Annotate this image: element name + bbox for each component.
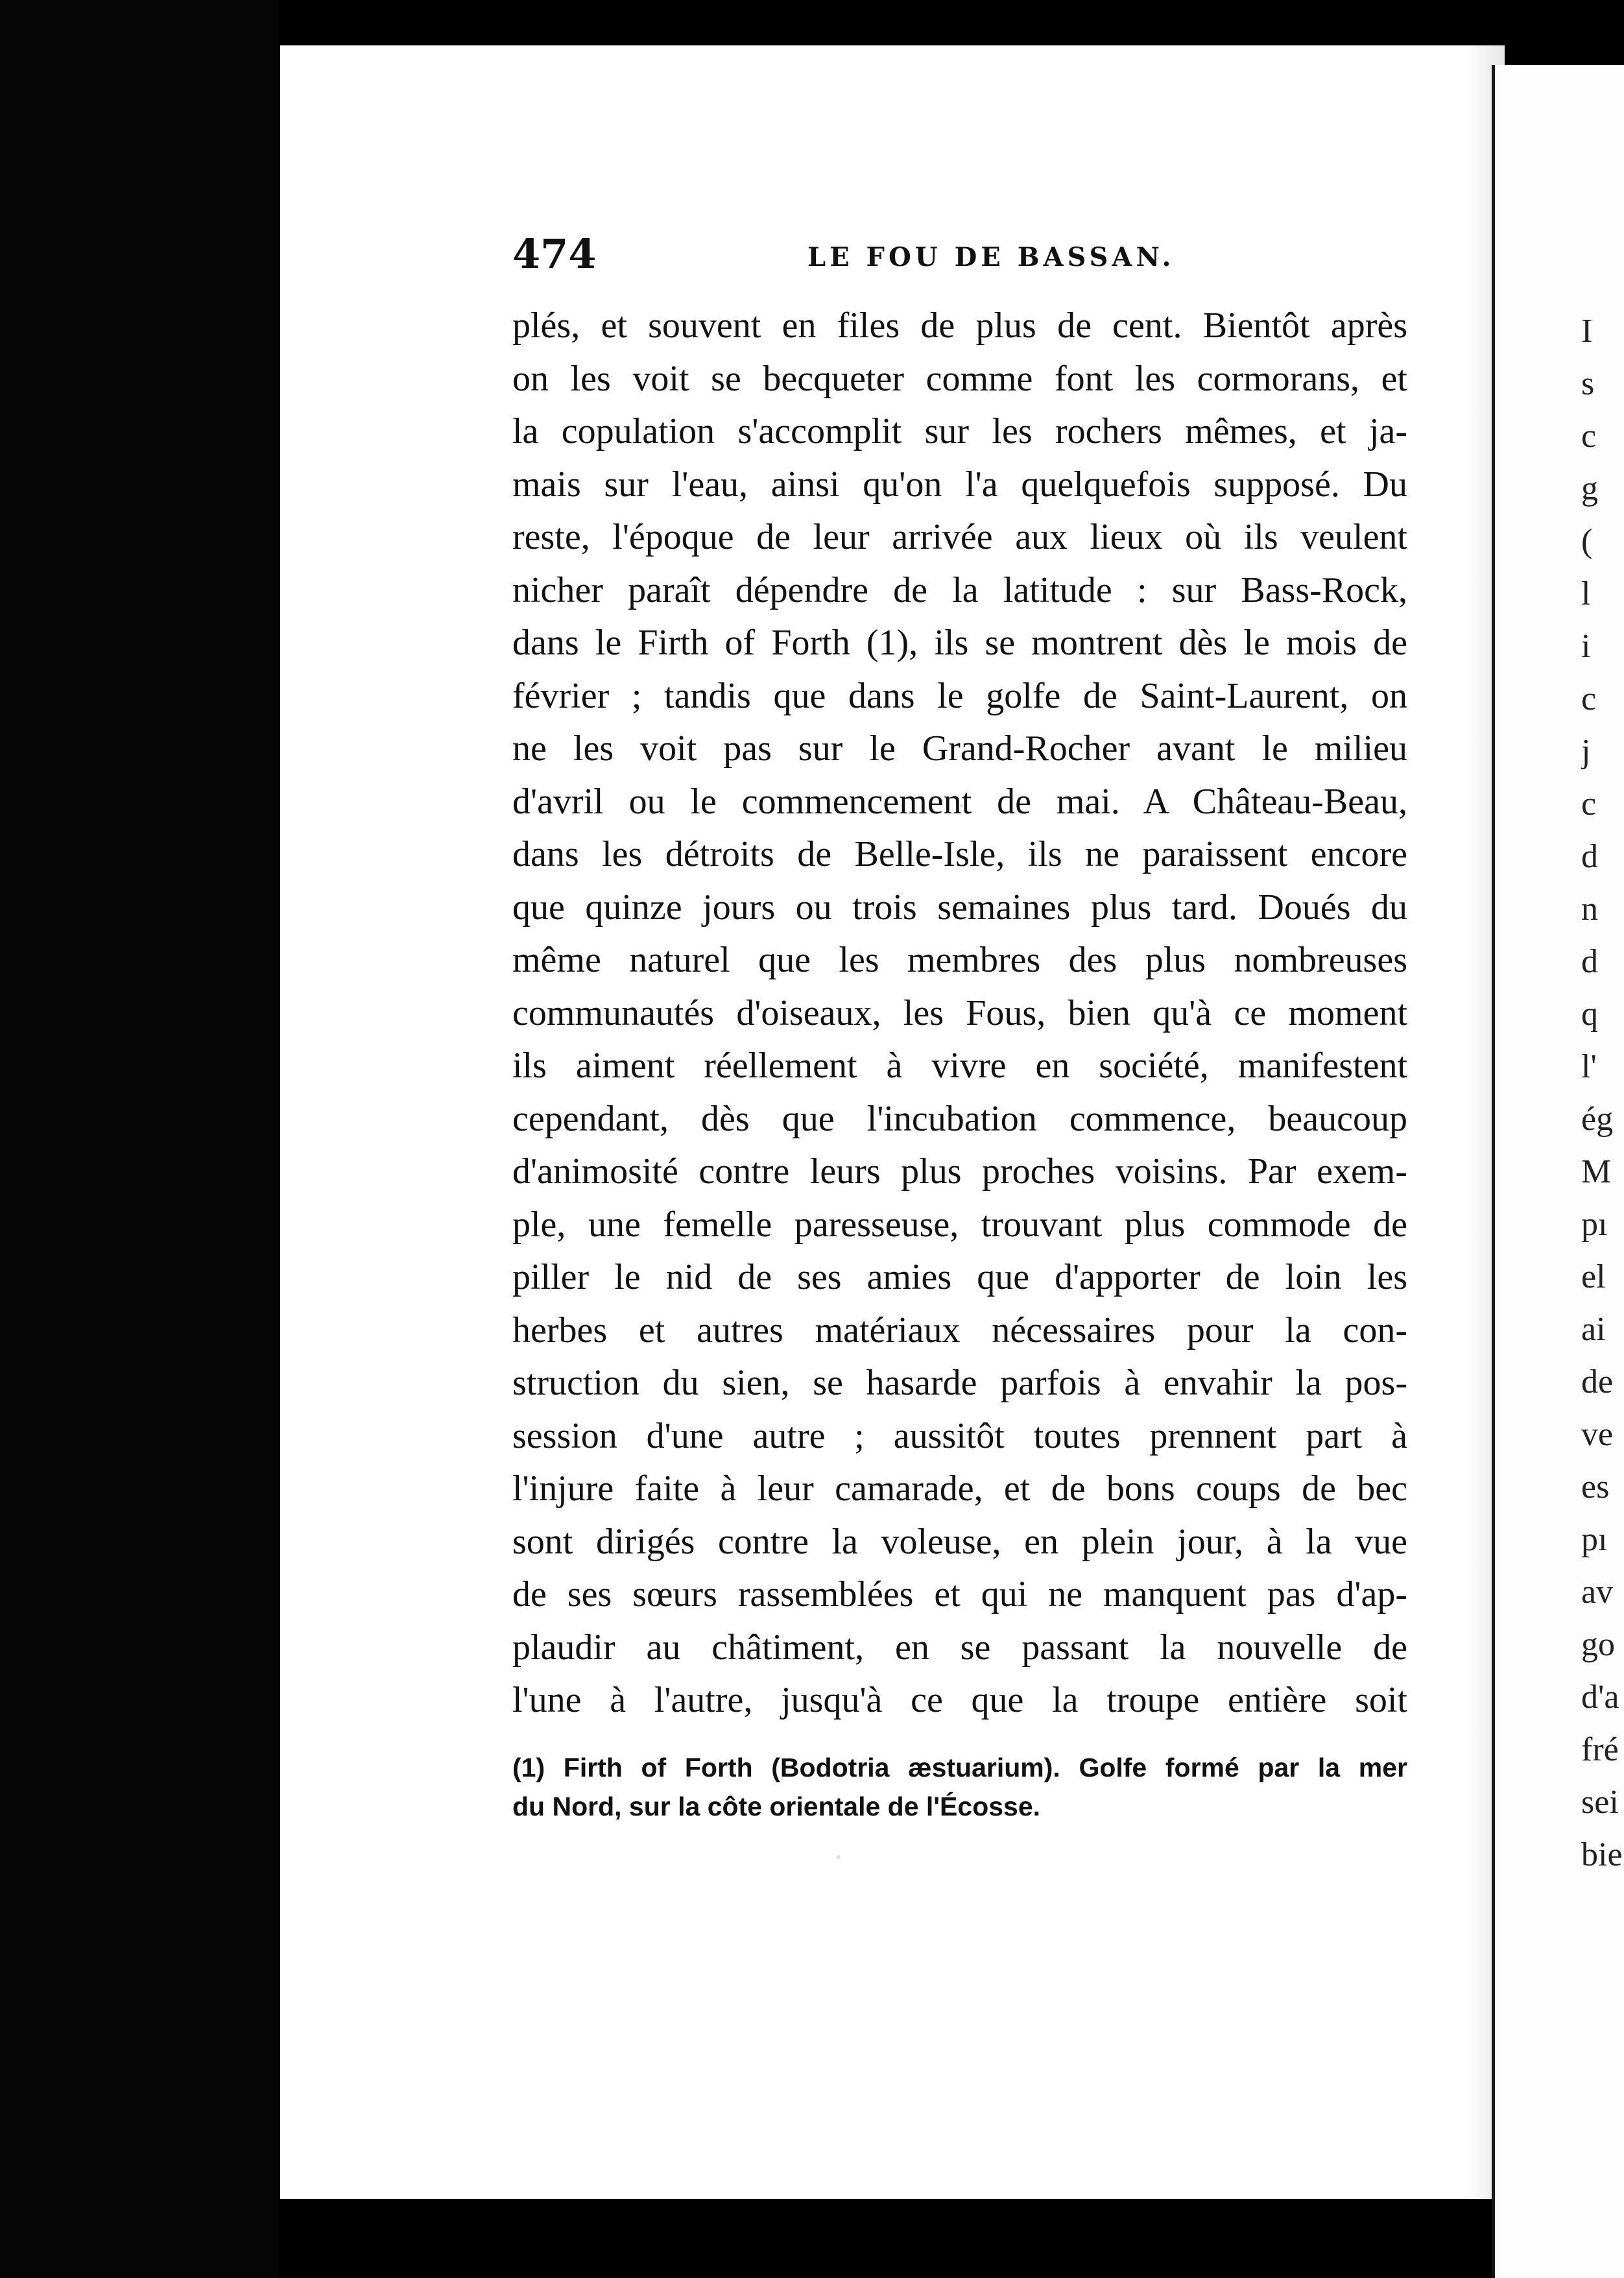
facing-text-fragment: s: [1581, 365, 1595, 402]
text-line: que quinze jours ou trois semaines plus tard. Doués du: [512, 887, 1407, 928]
facing-text-fragment: de: [1581, 1363, 1614, 1400]
text-line: d'animosité contre leurs plus proches voisins. Par exem-: [512, 1151, 1407, 1192]
facing-page-text: [1581, 305, 1624, 1881]
text-line: plés, et souvent en files de plus de cent. Bientôt après: [512, 306, 1407, 346]
text-line: même naturel que les membres des plus nombreuses: [512, 940, 1407, 980]
footnote-line: du Nord, sur la côte orientale de l'Écosse.: [512, 1792, 1041, 1821]
facing-text-fragment: d: [1581, 943, 1598, 980]
page-header: [512, 230, 1407, 282]
facing-text-fragment: sei: [1581, 1784, 1619, 1821]
text-line: on les voit se becqueter comme font les cormorans, et: [512, 358, 1407, 399]
facing-text-fragment: c: [1581, 785, 1597, 822]
footnote: [512, 1748, 1407, 1826]
facing-text-fragment: i: [1581, 628, 1591, 665]
text-line: la copulation s'accomplit sur les rochers mêmes, et ja-: [512, 411, 1407, 451]
facing-text-fragment: ve: [1581, 1416, 1614, 1453]
facing-text-fragment: av: [1581, 1574, 1614, 1611]
facing-text-fragment: M: [1581, 1153, 1612, 1190]
text-line: dans les détroits de Belle-Isle, ils ne paraissent encore: [512, 834, 1407, 874]
text-line: dans le Firth of Forth (1), ils se montrent dès le mois de: [512, 623, 1407, 663]
page-number: 474: [512, 230, 597, 278]
facing-text-fragment: ég: [1581, 1101, 1614, 1138]
facing-text-fragment: es: [1581, 1469, 1610, 1505]
text-line: février ; tandis que dans le golfe de Saint-Laurent, on: [512, 675, 1407, 716]
text-line: session d'une autre ; aussitôt toutes prennent part à: [512, 1415, 1407, 1456]
facing-text-fragment: l: [1581, 575, 1591, 612]
text-line: l'injure faite à leur camarade, et de bons coups de bec: [512, 1469, 1407, 1509]
facing-text-fragment: el: [1581, 1258, 1606, 1295]
facing-text-fragment: ai: [1581, 1311, 1606, 1348]
left-dark-margin: [0, 0, 279, 2278]
facing-text-fragment: c: [1581, 418, 1597, 455]
text-line: plaudir au châtiment, en se passant la nouvelle de: [512, 1627, 1407, 1668]
text-line: communautés d'oiseaux, les Fous, bien qu'à ce moment: [512, 992, 1407, 1033]
text-line: d'avril ou le commencement de mai. A Château-Beau,: [512, 781, 1407, 822]
text-line: ils aiment réellement à vivre en société, manifestent: [512, 1046, 1407, 1086]
text-line: mais sur l'eau, ainsi qu'on l'a quelquefois supposé. Du: [512, 464, 1407, 505]
facing-text-fragment: j: [1581, 733, 1591, 770]
facing-text-fragment: d'a: [1581, 1679, 1619, 1716]
text-line: de ses sœurs rassemblées et qui ne manquent pas d'ap-: [512, 1574, 1407, 1614]
facing-text-fragment: pı: [1581, 1206, 1608, 1243]
text-line: ne les voit pas sur le Grand-Rocher avant le milieu: [512, 728, 1407, 769]
text-line: struction du sien, se hasarde parfois à envahir la pos-: [512, 1363, 1407, 1403]
facing-text-fragment: d: [1581, 838, 1598, 875]
facing-text-fragment: I: [1581, 313, 1593, 350]
facing-text-fragment: go: [1581, 1626, 1615, 1663]
text-line: piller le nid de ses amies que d'apporter de loin les: [512, 1257, 1407, 1297]
facing-text-fragment: g: [1581, 470, 1598, 507]
facing-text-fragment: l': [1581, 1048, 1597, 1085]
facing-text-fragment: fré: [1581, 1731, 1619, 1768]
facing-text-fragment: c: [1581, 680, 1597, 717]
running-head: LE FOU DE BASSAN.: [807, 242, 1175, 272]
paper-speck: [837, 1855, 841, 1859]
text-line: cependant, dès que l'incubation commence, beaucoup: [512, 1098, 1407, 1139]
facing-text-fragment: q: [1581, 996, 1598, 1033]
facing-text-fragment: (: [1581, 523, 1593, 560]
text-line: l'une à l'autre, jusqu'à ce que la troupe entière soit: [512, 1680, 1407, 1720]
body-text: [512, 300, 1407, 1727]
text-line: sont dirigés contre la voleuse, en plein jour, à la vue: [512, 1521, 1407, 1562]
text-line: herbes et autres matériaux nécessaires pour la con-: [512, 1310, 1407, 1350]
text-line: ple, une femelle paresseuse, trouvant plus commode de: [512, 1204, 1407, 1245]
text-line: reste, l'époque de leur arrivée aux lieux où ils veulent: [512, 517, 1407, 557]
footnote-line: (1) Firth of Forth (Bodotria æstuarium). Golfe formé par la mer: [512, 1753, 1407, 1782]
facing-text-fragment: n: [1581, 891, 1598, 928]
facing-text-fragment: bie: [1581, 1836, 1623, 1873]
facing-text-fragment: pı: [1581, 1521, 1608, 1558]
text-line: nicher paraît dépendre de la latitude : sur Bass-Rock,: [512, 570, 1407, 610]
